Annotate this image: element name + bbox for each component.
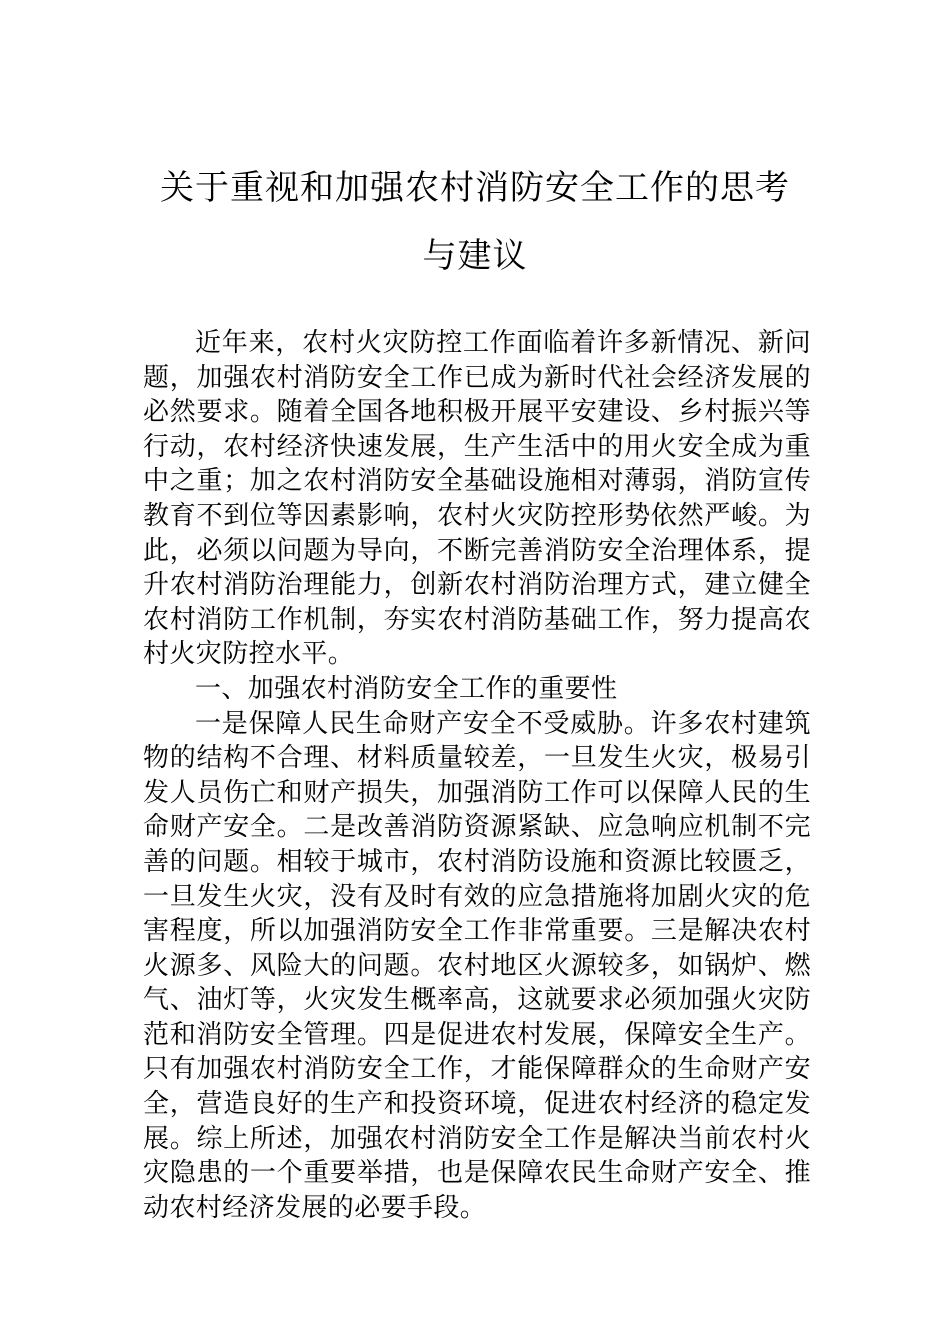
section-heading: 一、加强农村消防安全工作的重要性 — [195, 673, 618, 704]
document-body — [143, 326, 811, 1225]
document-title-line-1: 关于重视和加强农村消防安全工作的思考 — [160, 168, 790, 208]
document-title-line-2: 与建议 — [422, 236, 528, 276]
intro-paragraph: 近年来，农村火灾防控工作面临着许多新情况、新问题，加强农村消防安全工作已成为新时代社会经济发展的必然要求。随着全国各地积极开展平安建设、乡村振兴等行动，农村经济快速发展，生产生活中的用火安全成为重中之重；加之农村消防安全基础设施相对薄弱，消防宣传教育不到位等因素影响，农村火灾防控形势依然严峻。为此，必须以问题为导向，不断完善消防安全治理体系，提升农村消防治理能力，创新农村消防治理方式，建立健全农村消防工作机制，夯实农村消防基础工作，努力提高农村火灾防控水平。 — [143, 328, 811, 670]
section-paragraph: 一是保障人民生命财产安全不受威胁。许多农村建筑物的结构不合理、材料质量较差，一旦发生火灾，极易引发人员伤亡和财产损失，加强消防工作可以保障人民的生命财产安全。二是改善消防资源紧缺、应急响应机制不完善的问题。相较于城市，农村消防设施和资源比较匮乏，一旦发生火灾，没有及时有效的应急措施将加剧火灾的危害程度，所以加强消防安全工作非常重要。三是解决农村火源多、风险大的问题。农村地区火源较多，如锅炉、燃气、油灯等，火灾发生概率高，这就要求必须加强火灾防范和消防安全管理。四是促进农村发展，保障安全生产。只有加强农村消防安全工作，才能保障群众的生命财产安全，营造良好的生产和投资环境，促进农村经济的稳定发展。综上所述，加强农村消防安全工作是解决当前农村火灾隐患的一个重要举措，也是保障农民生命财产安全、推动农村经济发展的必要手段。 — [143, 708, 811, 1223]
